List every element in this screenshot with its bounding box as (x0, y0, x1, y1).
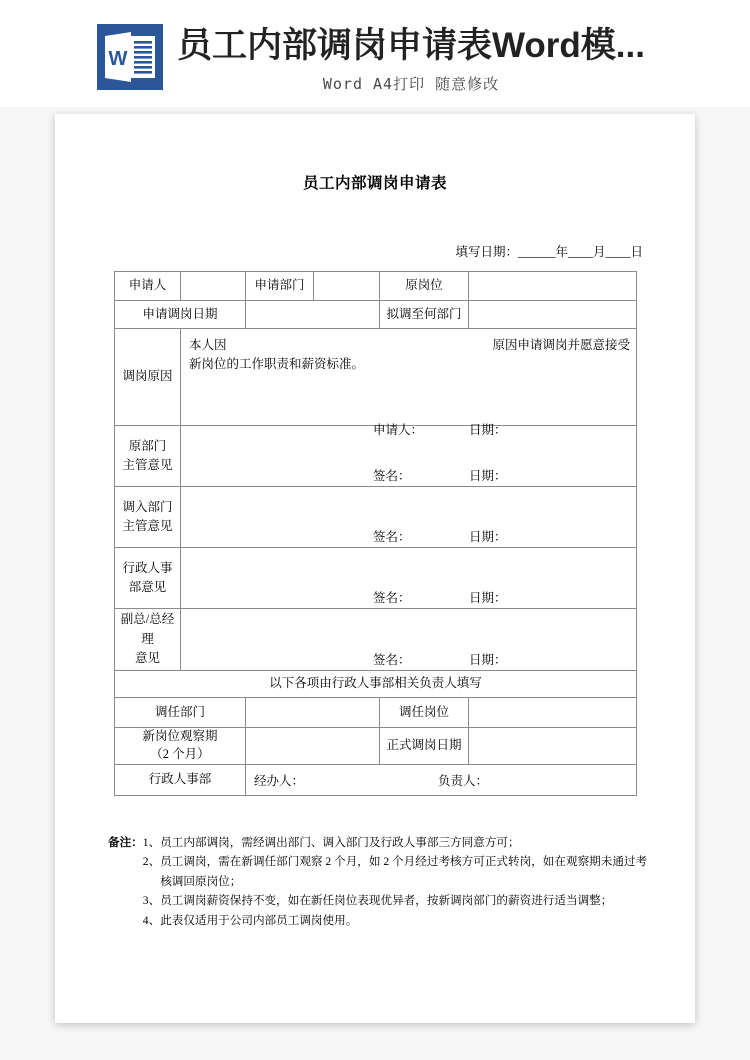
fill-date-label: 填写日期： (455, 245, 518, 259)
table-row-applicant (115, 272, 637, 301)
probation-label-line-1: 新岗位观察期 (142, 729, 218, 743)
cell-label-reason: 调岗原因 (115, 329, 181, 426)
remarks-label: 备注： (108, 836, 143, 849)
table-row-reason (115, 329, 637, 426)
table-row-probation (115, 728, 637, 765)
cell-value-opinion-hr[interactable] (181, 548, 637, 609)
cell-value-original-post[interactable] (469, 272, 637, 301)
table-row-opinion-receiving-dept (115, 487, 637, 548)
cell-label-apply-dept: 申请部门 (246, 272, 314, 301)
remark-item (143, 852, 648, 891)
opinion-sign-label: 签名： (373, 469, 411, 483)
remark-number: 1、 (142, 836, 161, 849)
cell-value-apply-dept[interactable] (314, 272, 380, 301)
table-row-opinion-original-dept (115, 426, 637, 487)
cell-value-opinion-receiving-dept[interactable] (181, 487, 637, 548)
remark-item (143, 891, 648, 910)
opinion-signature-row (181, 528, 636, 545)
opinion-date-label: 日期： (469, 530, 507, 544)
cell-value-opinion-gm[interactable] (181, 609, 637, 671)
document-page (55, 114, 695, 1023)
cell-value-reason[interactable] (181, 329, 637, 437)
fill-date-line (455, 242, 643, 260)
remark-text: 员工调岗，需在新调任部门观察 2 个月，如 2 个月经过考核方可正式转岗，如在观察期未通过考核调回原岗位； (160, 855, 648, 888)
admin-inline-row (246, 765, 636, 795)
opinion-label-line-2: 主管意见 (122, 519, 173, 533)
opinion-label-line-2: 理 (141, 631, 154, 646)
app-header (0, 0, 750, 107)
cell-value-transfer-date[interactable] (246, 301, 380, 329)
reason-text-right: 原因申请调岗并愿意接受 (492, 338, 630, 352)
cell-label-official-date: 正式调岗日期 (380, 728, 469, 765)
table-row-opinion-gm (115, 609, 637, 671)
page-title: 员工内部调岗申请表Word模... (177, 26, 645, 65)
table-row-transfer-date (115, 301, 637, 329)
svg-text:W: W (108, 48, 128, 70)
cell-label-probation (115, 728, 246, 765)
table-row-assigned (115, 698, 637, 728)
remarks-items (143, 833, 648, 930)
opinion-sign-label: 签名： (373, 653, 411, 667)
opinion-date-label: 日期： (469, 653, 507, 667)
cell-label-assigned-dept: 调任部门 (115, 698, 246, 728)
header-content (97, 24, 645, 94)
opinion-label-line-1: 原部门 (128, 438, 167, 453)
cell-label-opinion-original-dept (115, 426, 181, 487)
cell-label-assigned-post: 调任岗位 (380, 698, 469, 728)
opinion-body-hr (181, 548, 636, 608)
cell-value-applicant[interactable] (181, 272, 246, 301)
admin-manager-label: 负责人： (438, 773, 489, 788)
remarks-first-line (108, 833, 648, 930)
cell-label-opinion-hr (115, 548, 181, 609)
cell-value-assigned-post[interactable] (469, 698, 637, 728)
remark-number: 2、 (142, 855, 161, 869)
cell-value-probation[interactable] (246, 728, 380, 765)
opinion-label-line-1: 副总/总经 (120, 612, 175, 627)
transfer-application-table (114, 271, 637, 796)
reason-second-line: 新岗位的工作职责和薪资标准。 (189, 357, 365, 372)
opinion-date-label: 日期： (469, 591, 507, 605)
document-canvas (0, 107, 750, 1060)
reason-first-line (189, 336, 630, 355)
document-heading: 员工内部调岗申请表 (302, 175, 447, 192)
header-text-group (177, 24, 645, 94)
remark-item (143, 833, 648, 852)
cell-label-opinion-receiving-dept (115, 487, 181, 548)
opinion-label-line-3: 意见 (134, 651, 160, 666)
remark-number: 4、 (142, 913, 161, 927)
opinion-date-label: 日期： (469, 469, 507, 483)
opinion-label-line-1: 行政人事 (122, 560, 173, 575)
remark-number: 3、 (142, 894, 161, 908)
opinion-sign-label: 签名： (373, 530, 411, 544)
opinion-signature-row (181, 467, 636, 484)
cell-label-original-post: 原岗位 (380, 272, 469, 301)
opinion-signature-row (181, 589, 636, 606)
reason-text-left: 本人因 (189, 338, 227, 352)
cell-label-admin-dept: 行政人事部 (115, 764, 246, 795)
reason-applicant-label: 申请人： (373, 423, 424, 437)
page-subtitle: Word A4打印 随意修改 (322, 75, 500, 93)
cell-value-opinion-original-dept[interactable] (181, 426, 637, 487)
cell-label-opinion-gm (115, 609, 181, 671)
table-row-opinion-hr (115, 548, 637, 609)
opinion-sign-label: 签名： (373, 591, 411, 605)
opinion-label-line-2: 部意见 (128, 580, 167, 594)
opinion-body-receiving-dept (181, 487, 636, 547)
reason-body (181, 329, 636, 437)
remark-text: 此表仅适用于公司内部员工调岗使用。 (160, 913, 358, 927)
cell-value-assigned-dept[interactable] (246, 698, 380, 728)
opinion-body-original-dept (181, 426, 636, 486)
reason-date-label: 日期： (469, 423, 507, 437)
remark-text: 员工调岗薪资保持不变，如在新任岗位表现优异者，按新调岗部门的薪资进行适当调整； (160, 894, 613, 908)
cell-value-target-dept[interactable] (469, 301, 637, 329)
table-row-admin (115, 764, 637, 795)
word-document-icon (97, 24, 163, 90)
remarks-section (108, 833, 648, 930)
cell-label-target-dept: 拟调至何部门 (380, 301, 469, 329)
fill-date-blanks: ______年____月____日 (517, 245, 643, 259)
cell-label-applicant: 申请人 (115, 272, 181, 301)
cell-value-official-date[interactable] (469, 728, 637, 765)
opinion-signature-row (181, 651, 636, 668)
cell-value-admin-dept[interactable] (246, 764, 637, 795)
probation-label-line-2: （2 个月） (150, 746, 210, 761)
hr-section-note: 以下各项由行政人事部相关负责人填写 (115, 671, 637, 698)
opinion-label-line-2: 主管意见 (122, 458, 173, 472)
cell-label-transfer-date: 申请调岗日期 (115, 301, 246, 329)
opinion-label-line-1: 调入部门 (122, 499, 173, 514)
admin-handler-label: 经办人： (254, 773, 305, 788)
remark-item (143, 911, 648, 930)
remark-text: 员工内部调岗，需经调出部门、调入部门及行政人事部三方同意方可； (160, 836, 520, 849)
table-row-hr-section-note (115, 671, 637, 698)
opinion-body-gm (181, 609, 636, 670)
